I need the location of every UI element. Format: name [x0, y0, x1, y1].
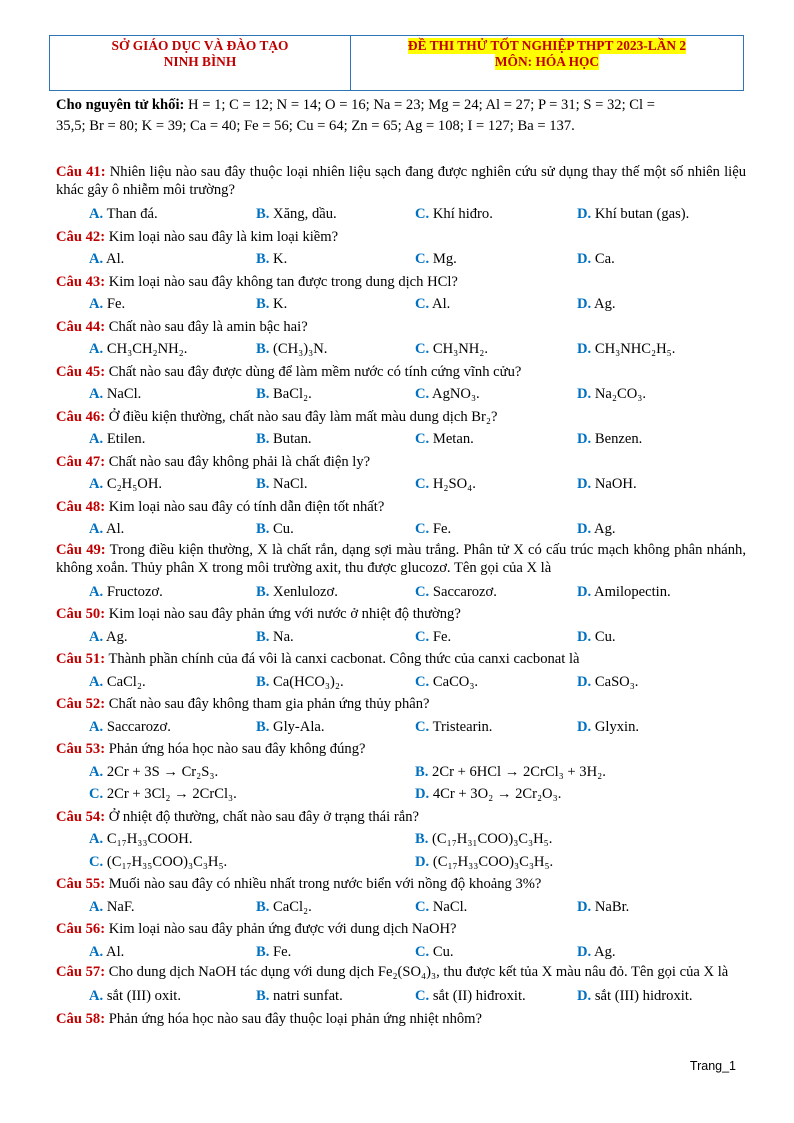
question-text: Ở điều kiện thường, chất nào sau đây làm mất màu dung dịch Br₂?: [105, 408, 498, 425]
option-text: Fe.: [429, 628, 452, 645]
answer-option[interactable]: [89, 985, 256, 1008]
option-letter: C.: [415, 943, 430, 960]
question: [56, 693, 746, 716]
answer-option[interactable]: [415, 338, 577, 361]
question-list: [56, 163, 746, 1030]
question-text: Kim loại nào sau đây phản ứng được với dung dịch NaOH?: [105, 921, 457, 937]
answer-option[interactable]: [256, 985, 415, 1008]
question-number: Câu 47:: [56, 453, 106, 470]
answer-option[interactable]: [89, 338, 256, 361]
option-letter: C.: [415, 341, 430, 357]
option-letter: D.: [577, 718, 592, 735]
question-text: Thành phần chính của đá vôi là canxi cacbonat. Công thức của canxi cacbonat là: [105, 651, 580, 667]
option-text: 2Cr + 6HCl → 2CrCl₃ + 3H₂.: [428, 763, 606, 780]
question: [56, 918, 746, 941]
option-text: BaCl₂.: [269, 386, 312, 402]
answer-option[interactable]: [89, 716, 256, 739]
question-text: Phản ứng hóa học nào sau đây không đúng?: [105, 741, 366, 757]
answer-row: [56, 383, 746, 406]
option-text: Na₂CO₃.: [591, 386, 646, 402]
answer-option[interactable]: [577, 985, 693, 1008]
question-number: Câu 54:: [56, 808, 106, 825]
answer-option[interactable]: [577, 941, 616, 964]
option-letter: C.: [415, 628, 430, 645]
option-letter: B.: [256, 296, 270, 312]
option-text: sắt (III) hidroxit.: [591, 988, 693, 1004]
answer-option[interactable]: [89, 941, 256, 964]
answer-option[interactable]: [89, 473, 256, 496]
option-letter: C.: [415, 386, 430, 402]
question-number: Câu 45:: [56, 363, 106, 380]
answer-option[interactable]: [577, 428, 642, 451]
option-letter: C.: [415, 718, 430, 735]
option-text: NaOH.: [591, 476, 637, 492]
question-number: Câu 57:: [56, 964, 106, 980]
question-text: Ở nhiệt độ thường, chất nào sau đây ở trạng thái rắn?: [105, 808, 419, 825]
option-letter: A.: [89, 431, 104, 447]
option-text: sắt (II) hiđroxit.: [429, 988, 526, 1004]
answer-row: [56, 716, 746, 739]
question-number: Câu 52:: [56, 696, 106, 712]
question: [56, 648, 746, 671]
option-letter: B.: [256, 988, 270, 1004]
answer-row: [56, 671, 746, 694]
answer-option[interactable]: [89, 518, 256, 541]
answer-option[interactable]: [415, 518, 577, 541]
option-text: CH₃NHC₂H₅.: [591, 341, 676, 357]
question: [56, 271, 746, 294]
answer-option[interactable]: [256, 338, 415, 361]
option-text: Cu.: [429, 943, 454, 960]
option-text: K.: [269, 251, 288, 267]
option-letter: C.: [415, 583, 430, 600]
option-text: 4Cr + 3O₂ → 2Cr₂O₃.: [429, 786, 562, 802]
answer-option[interactable]: [89, 203, 256, 226]
option-letter: C.: [415, 251, 430, 267]
option-letter: D.: [577, 476, 592, 492]
option-letter: C.: [415, 476, 430, 492]
answer-option[interactable]: [89, 896, 256, 919]
option-text: Ag.: [591, 943, 616, 960]
option-text: Metan.: [429, 431, 474, 447]
option-text: Al.: [103, 251, 125, 267]
question-number: Câu 53:: [56, 741, 106, 757]
option-letter: C.: [415, 988, 430, 1004]
answer-option[interactable]: [256, 716, 415, 739]
question-text: Trong điều kiện thường, X là chất rắn, dạng sợi màu trắng. Phân tử X có cấu trúc mạch không phân nhánh, không xoắn. Thủy phân X trong môi trường axit, thu được glucozơ. Tên gọi của X là: [56, 541, 746, 576]
answer-option[interactable]: [415, 428, 577, 451]
question: [56, 963, 746, 985]
option-letter: D.: [577, 583, 592, 600]
option-letter: C.: [415, 296, 430, 312]
answer-option[interactable]: [577, 626, 616, 649]
answer-option[interactable]: [89, 828, 415, 851]
question-number: Câu 44:: [56, 318, 106, 335]
option-text: C₁₇H₃₃COOH.: [103, 831, 193, 847]
option-text: Na.: [269, 628, 294, 645]
option-text: Amilopectin.: [591, 583, 671, 600]
option-letter: B.: [415, 763, 429, 780]
atomic-masses-label: Cho nguyên tử khối:: [56, 97, 185, 113]
option-text: Cu.: [269, 521, 294, 537]
question: [56, 226, 746, 249]
answer-option[interactable]: [256, 518, 415, 541]
option-letter: D.: [577, 296, 592, 312]
option-text: CaCl₂.: [269, 898, 312, 915]
answer-option[interactable]: [415, 716, 577, 739]
answer-option[interactable]: [577, 338, 675, 361]
option-letter: B.: [256, 341, 270, 357]
answer-row: [56, 581, 746, 604]
answer-row: [56, 248, 746, 271]
question-number: Câu 46:: [56, 408, 106, 425]
answer-row: [56, 851, 746, 874]
option-letter: A.: [89, 296, 104, 312]
question: [56, 806, 746, 829]
answer-option[interactable]: [89, 851, 415, 874]
question-number: Câu 50:: [56, 606, 106, 622]
question-number: Câu 49:: [56, 541, 106, 558]
option-letter: B.: [256, 718, 270, 735]
option-text: Gly-Ala.: [269, 718, 325, 735]
option-letter: C.: [415, 431, 430, 447]
answer-option[interactable]: [89, 783, 415, 806]
answer-option[interactable]: [415, 293, 577, 316]
answer-row: [56, 761, 746, 784]
option-text: Etilen.: [103, 431, 146, 447]
option-letter: A.: [89, 718, 104, 735]
answer-option[interactable]: [256, 383, 415, 406]
page-number: Trang_1: [689, 1059, 736, 1073]
question: [56, 163, 746, 203]
answer-option[interactable]: [256, 293, 415, 316]
question: [56, 406, 746, 429]
option-letter: A.: [89, 476, 104, 492]
option-text: NaF.: [103, 898, 135, 915]
question-number: Câu 51:: [56, 651, 106, 667]
option-text: Khí butan (gas).: [591, 206, 690, 222]
answer-option[interactable]: [415, 896, 577, 919]
question: [56, 496, 746, 519]
atomic-masses: [56, 95, 744, 137]
answer-option[interactable]: [577, 716, 639, 739]
option-text: (C₁₇H₃₁COO)₃C₃H₅.: [428, 831, 553, 847]
answer-option[interactable]: [415, 203, 577, 226]
answer-option[interactable]: [415, 248, 577, 271]
answer-option[interactable]: [415, 383, 577, 406]
header-province: NINH BÌNH: [163, 54, 237, 69]
option-text: Fe.: [269, 943, 292, 960]
option-letter: B.: [256, 476, 270, 492]
answer-option[interactable]: [577, 518, 616, 541]
question: [56, 541, 746, 581]
answer-option[interactable]: [415, 581, 577, 604]
answer-row: [56, 941, 746, 964]
header-table: [49, 35, 744, 91]
option-letter: B.: [256, 431, 270, 447]
option-text: Cu.: [591, 628, 616, 645]
option-letter: B.: [256, 628, 270, 645]
question: [56, 361, 746, 384]
option-letter: C.: [89, 786, 104, 802]
answer-option[interactable]: [256, 203, 415, 226]
option-letter: A.: [89, 206, 104, 222]
answer-option[interactable]: [577, 383, 646, 406]
option-letter: A.: [89, 521, 104, 537]
option-letter: A.: [89, 988, 104, 1004]
option-text: CH₃CH₂NH₂.: [103, 341, 188, 357]
answer-option[interactable]: [415, 985, 577, 1008]
option-letter: A.: [89, 673, 104, 690]
option-text: Mg.: [429, 251, 457, 267]
option-text: Ca(HCO₃)₂.: [269, 673, 344, 690]
option-letter: B.: [256, 386, 270, 402]
option-letter: B.: [256, 673, 270, 690]
atomic-masses-line2: 35,5; Br = 80; K = 39; Ca = 40; Fe = 56; Cu = 64; Zn = 65; Ag = 108; I = 127; Ba = 137.: [56, 118, 575, 134]
question: [56, 451, 746, 474]
answer-row: [56, 338, 746, 361]
option-text: NaCl.: [269, 476, 308, 492]
option-text: Butan.: [269, 431, 312, 447]
option-text: (CH₃)₃N.: [269, 341, 328, 357]
option-text: (C₁₇H₃₅COO)₃C₃H₅.: [103, 853, 228, 870]
answer-option[interactable]: [415, 941, 577, 964]
answer-option[interactable]: [256, 941, 415, 964]
option-text: Xăng, dầu.: [269, 206, 337, 222]
option-text: Saccarozơ.: [429, 583, 497, 600]
answer-option[interactable]: [577, 581, 671, 604]
option-letter: B.: [256, 898, 270, 915]
option-text: CaSO₃.: [591, 673, 639, 690]
header-department: SỞ GIÁO DỤC VÀ ĐÀO TẠO: [111, 38, 289, 53]
option-letter: D.: [577, 898, 592, 915]
answer-row: [56, 626, 746, 649]
question-number: Câu 58:: [56, 1010, 106, 1027]
answer-option[interactable]: [256, 428, 415, 451]
answer-row: [56, 203, 746, 226]
option-letter: A.: [89, 583, 104, 600]
option-letter: D.: [577, 431, 592, 447]
question-text: Chất nào sau đây không tham gia phản ứng thủy phân?: [105, 696, 430, 712]
option-text: CaCO₃.: [429, 673, 479, 690]
option-letter: D.: [577, 386, 592, 402]
option-letter: A.: [89, 763, 104, 780]
option-letter: D.: [577, 251, 592, 267]
option-text: NaCl.: [103, 386, 142, 402]
answer-option[interactable]: [577, 248, 615, 271]
option-letter: B.: [415, 831, 429, 847]
option-text: Fe.: [103, 296, 126, 312]
answer-option[interactable]: [256, 473, 415, 496]
option-text: Al.: [429, 296, 451, 312]
option-text: Fructozơ.: [103, 583, 163, 600]
question: [56, 603, 746, 626]
option-letter: D.: [415, 786, 430, 802]
question: [56, 316, 746, 339]
option-text: Than đá.: [103, 206, 158, 222]
option-letter: B.: [256, 583, 270, 600]
option-letter: A.: [89, 628, 104, 645]
option-text: Khí hiđro.: [429, 206, 493, 222]
answer-option[interactable]: [89, 671, 256, 694]
atomic-masses-line1: H = 1; C = 12; N = 14; O = 16; Na = 23; Mg = 24; Al = 27; P = 31; S = 32; Cl =: [184, 97, 655, 113]
answer-option[interactable]: [256, 671, 415, 694]
question-number: Câu 56:: [56, 921, 106, 937]
question-text: Kim loại nào sau đây phản ứng với nước ở nhiệt độ thường?: [105, 606, 461, 622]
option-text: CaCl₂.: [103, 673, 146, 690]
answer-row: [56, 896, 746, 919]
header-exam-cell: [351, 36, 743, 90]
answer-option[interactable]: [415, 626, 577, 649]
answer-row: [56, 293, 746, 316]
question-text: Chất nào sau đây được dùng để làm mềm nước có tính cứng vĩnh cửu?: [105, 363, 522, 380]
answer-option[interactable]: [415, 851, 553, 874]
answer-option[interactable]: [577, 473, 637, 496]
option-text: Ag.: [591, 521, 616, 537]
option-text: Ca.: [591, 251, 615, 267]
answer-row: [56, 828, 746, 851]
option-text: Ag.: [591, 296, 616, 312]
option-text: Fe.: [429, 521, 452, 537]
option-letter: D.: [577, 628, 592, 645]
answer-option[interactable]: [256, 626, 415, 649]
answer-option[interactable]: [89, 761, 415, 784]
question-text: Nhiên liệu nào sau đây thuộc loại nhiên liệu sạch đang được nghiên cứu sử dụng thay thế một số nhiên liệu khác gây ô nhiễm môi trường?: [56, 164, 747, 198]
option-letter: A.: [89, 943, 104, 960]
option-letter: D.: [577, 206, 592, 222]
answer-row: [56, 783, 746, 806]
answer-option[interactable]: [415, 671, 577, 694]
question-number: Câu 48:: [56, 498, 106, 515]
question: [56, 1008, 746, 1031]
option-letter: A.: [89, 341, 104, 357]
answer-row: [56, 518, 746, 541]
option-text: AgNO₃.: [429, 386, 480, 402]
exam-subject: MÔN: HÓA HỌC: [494, 54, 600, 69]
question-text: Cho dung dịch NaOH tác dụng với dung dịch Fe₂(SO₄)₃, thu được kết tủa X màu nâu đỏ. Tên gọi của X là: [105, 964, 729, 980]
answer-option[interactable]: [577, 293, 616, 316]
option-letter: D.: [577, 943, 592, 960]
option-letter: B.: [256, 943, 270, 960]
answer-option[interactable]: [256, 248, 415, 271]
question-text: Kim loại nào sau đây có tính dẫn điện tốt nhất?: [105, 498, 385, 515]
answer-row: [56, 428, 746, 451]
answer-option[interactable]: [89, 626, 256, 649]
answer-option[interactable]: [577, 671, 638, 694]
option-text: sắt (III) oxit.: [103, 988, 182, 1004]
question-number: Câu 42:: [56, 228, 106, 245]
option-letter: C.: [415, 673, 430, 690]
option-letter: C.: [89, 853, 104, 870]
answer-option[interactable]: [89, 428, 256, 451]
question-text: Kim loại nào sau đây là kim loại kiềm?: [105, 228, 339, 245]
answer-row: [56, 473, 746, 496]
answer-option[interactable]: [415, 783, 561, 806]
option-letter: D.: [577, 341, 592, 357]
option-text: Al.: [103, 943, 125, 960]
answer-option[interactable]: [89, 581, 256, 604]
option-letter: C.: [415, 521, 430, 537]
option-text: Al.: [103, 521, 125, 537]
option-text: Ag.: [103, 628, 128, 645]
exam-title: ĐỀ THI THỬ TỐT NGHIỆP THPT 2023-LẦN 2: [407, 38, 687, 53]
option-letter: B.: [256, 251, 270, 267]
option-text: Glyxin.: [591, 718, 640, 735]
question-text: Kim loại nào sau đây không tan được trong dung dịch HCl?: [105, 273, 458, 290]
option-text: CH₃NH₂.: [429, 341, 489, 357]
answer-option[interactable]: [256, 896, 415, 919]
question-text: Phản ứng hóa học nào sau đây thuộc loại phản ứng nhiệt nhôm?: [105, 1010, 482, 1027]
answer-option[interactable]: [577, 203, 689, 226]
question-number: Câu 43:: [56, 273, 106, 290]
question: [56, 873, 746, 896]
answer-option[interactable]: [415, 761, 606, 784]
answer-option[interactable]: [89, 248, 256, 271]
option-text: Saccarozơ.: [103, 718, 171, 735]
answer-option[interactable]: [89, 293, 256, 316]
option-text: Tristearin.: [429, 718, 493, 735]
question: [56, 738, 746, 761]
option-text: (C₁₇H₃₃COO)₃C₃H₅.: [429, 853, 554, 870]
option-text: 2Cr + 3Cl₂ → 2CrCl₃.: [103, 786, 237, 802]
option-letter: D.: [577, 988, 592, 1004]
answer-row: [56, 985, 746, 1008]
option-letter: D.: [577, 521, 592, 537]
option-text: H₂SO₄.: [429, 476, 476, 492]
answer-option[interactable]: [577, 896, 629, 919]
answer-option[interactable]: [89, 383, 256, 406]
question-text: Muối nào sau đây có nhiều nhất trong nước biển với nồng độ khoảng 3%?: [105, 876, 542, 892]
header-school-cell: [50, 36, 351, 90]
option-text: C₂H₅OH.: [103, 476, 163, 492]
option-letter: B.: [256, 521, 270, 537]
option-text: NaBr.: [591, 898, 630, 915]
question-text: Chất nào sau đây không phải là chất điện ly?: [105, 453, 371, 470]
option-letter: A.: [89, 386, 104, 402]
answer-option[interactable]: [415, 473, 577, 496]
question-text: Chất nào sau đây là amin bậc hai?: [105, 318, 308, 335]
answer-option[interactable]: [256, 581, 415, 604]
option-letter: C.: [415, 898, 430, 915]
option-letter: B.: [256, 206, 270, 222]
option-letter: D.: [415, 853, 430, 870]
question-number: Câu 55:: [56, 876, 106, 892]
option-text: K.: [269, 296, 288, 312]
option-letter: A.: [89, 251, 104, 267]
option-text: Xenlulozơ.: [269, 583, 338, 600]
answer-option[interactable]: [415, 828, 552, 851]
option-text: Benzen.: [591, 431, 643, 447]
question-number: Câu 41:: [56, 164, 106, 180]
option-text: natri sunfat.: [269, 988, 343, 1004]
option-letter: A.: [89, 898, 104, 915]
option-text: 2Cr + 3S → Cr₂S₃.: [103, 763, 219, 780]
option-letter: A.: [89, 831, 104, 847]
option-letter: D.: [577, 673, 592, 690]
option-text: NaCl.: [429, 898, 468, 915]
option-letter: C.: [415, 206, 430, 222]
